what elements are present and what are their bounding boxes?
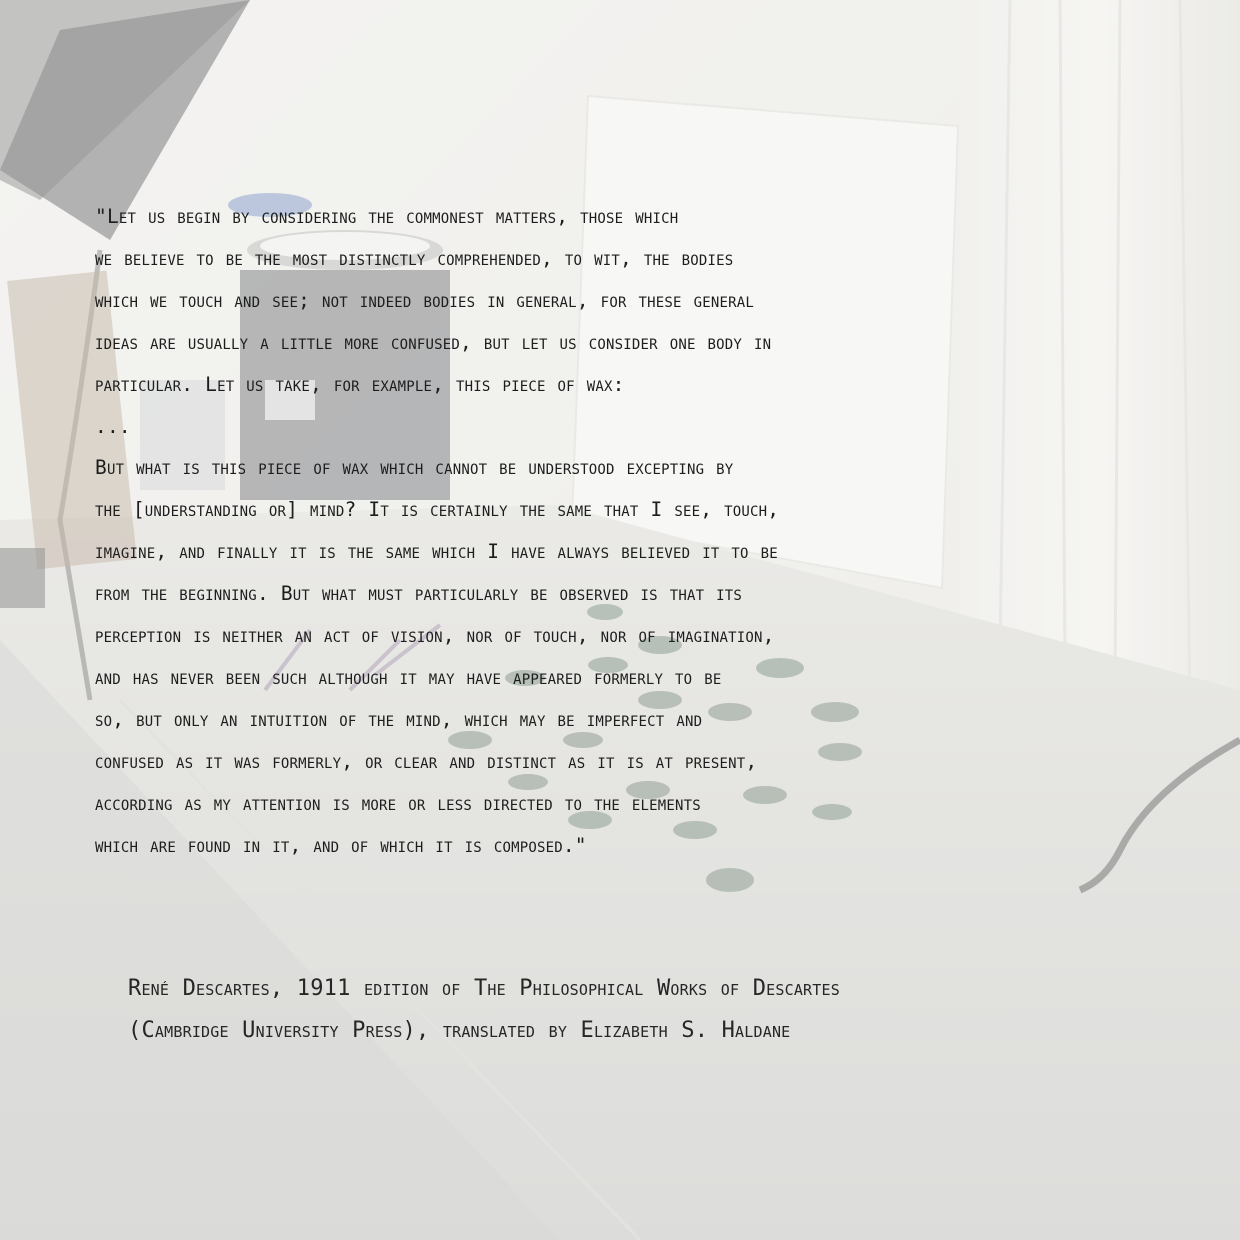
quote-line: particular. Let us take, for example, this piece of wax: [95, 372, 625, 396]
quote-line: But what is this piece of wax which cannot be understood excepting by [95, 456, 734, 480]
quote-line: we believe to be the most distinctly comprehended, to wit, the bodies [95, 246, 734, 270]
quote-line: perception is neither an act of vision, nor of touch, nor of imagination, [95, 624, 775, 648]
quote-line: which we touch and see; not indeed bodies in general, for these general [95, 288, 754, 312]
quote-line: and has never been such although it may have appeared formerly to be [95, 665, 722, 689]
citation [128, 968, 1178, 1052]
quote-line: "Let us begin by considering the commonest matters, those which [95, 205, 679, 228]
citation-line-2: (Cambridge University Press), translated by Elizabeth S. Haldane [128, 1018, 791, 1043]
quote-line: confused as it was formerly, or clear and distinct as it is at present, [95, 749, 758, 773]
quote-line: imagine, and finally it is the same which I have always believed it to be [95, 540, 778, 564]
quote-ellipsis: ... [95, 414, 131, 438]
quote-line: from the beginning. But what must particularly be observed is that its [95, 582, 743, 606]
quote-line: so, but only an intuition of the mind, which may be imperfect and [95, 707, 703, 731]
quote-line: ideas are usually a little more confused, but let us consider one body in [95, 330, 772, 354]
quote-line: which are found in it, and of which it is composed." [95, 833, 587, 857]
quote-line: according as my attention is more or less directed to the elements [95, 791, 701, 815]
quote-line: the [understanding or] mind? It is certainly the same that I see, touch, [95, 498, 780, 522]
citation-line-1: René Descartes, 1911 edition of The Philosophical Works of Descartes [128, 976, 840, 1001]
quote-block [95, 196, 1145, 867]
